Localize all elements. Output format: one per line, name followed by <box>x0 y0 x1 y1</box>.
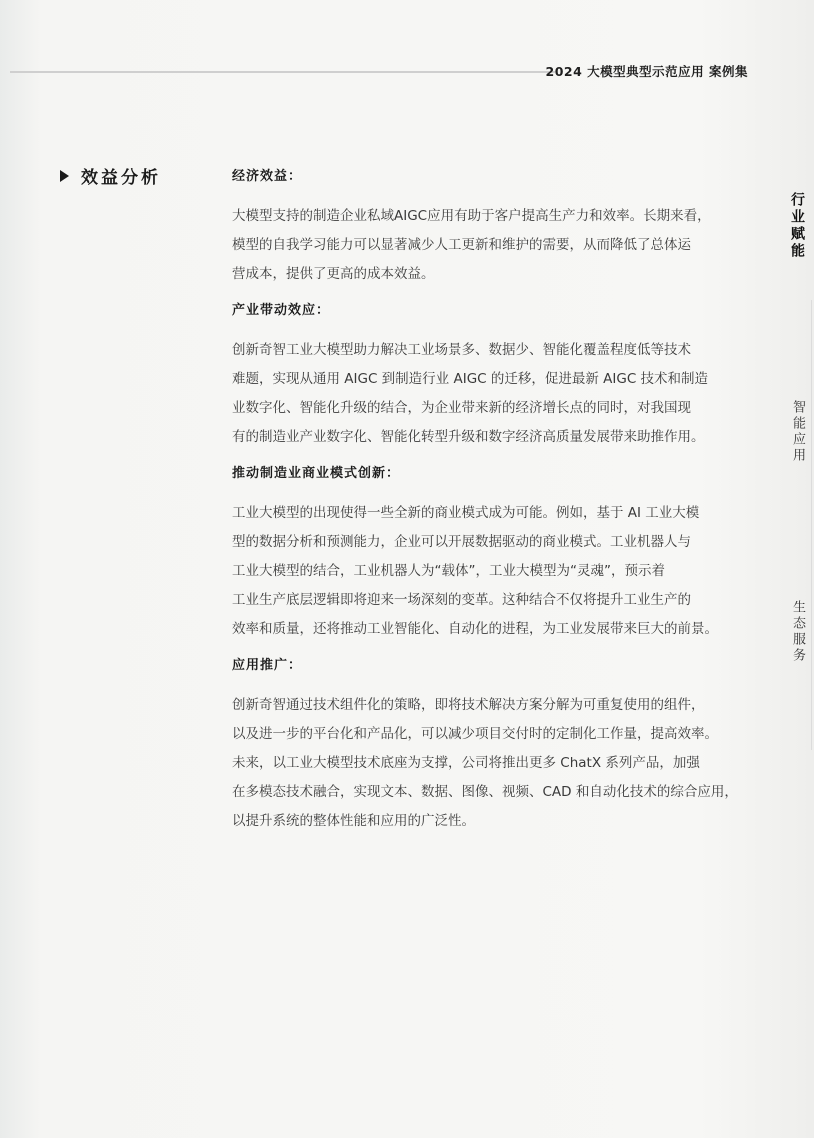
side-tab-ecosystem[interactable]: 生态服务 <box>790 600 805 664</box>
section-heading <box>60 163 161 188</box>
paragraph-line: 在多模态技术融合，实现文本、数据、图像、视频、CAD 和自动化技术的综合应用， <box>232 784 738 800</box>
side-tab-industry[interactable]: 行业赋能 <box>789 192 805 260</box>
paragraph-line: 业数字化、智能化升级的结合，为企业带来新的经济增长点的同时，对我国现 <box>232 400 691 416</box>
side-tab-smart-app[interactable]: 智能应用 <box>790 400 805 464</box>
block-promotion <box>232 654 742 836</box>
paragraph-line: 模型的自我学习能力可以显著减少人工更新和维护的需要，从而降低了总体运 <box>232 237 691 253</box>
paragraph-line: 营成本，提供了更高的成本效益。 <box>232 266 435 282</box>
paragraph-line: 工业生产底层逻辑即将迎来一场深刻的变革。这种结合不仅将提升工业生产的 <box>232 592 691 608</box>
block-heading: 应用推广： <box>232 658 303 673</box>
block-heading: 推动制造业商业模式创新： <box>232 466 401 481</box>
block-economic <box>232 165 742 289</box>
block-industry-effect <box>232 299 742 452</box>
paragraph-line: 效率和质量，还将推动工业智能化、自动化的进程，为工业发展带来巨大的前景。 <box>232 621 718 637</box>
block-heading: 经济效益： <box>232 169 303 184</box>
paragraph-line: 创新奇智工业大模型助力解决工业场景多、数据少、智能化覆盖程度低等技术 <box>232 342 691 358</box>
block-heading: 产业带动效应： <box>232 303 331 318</box>
triangle-bullet-icon <box>60 170 69 182</box>
paragraph-line: 创新奇智通过技术组件化的策略，即将技术解决方案分解为可重复使用的组件， <box>232 697 705 713</box>
paragraph-line: 工业大模型的结合，工业机器人为“载体”，工业大模型为“灵魂”，预示着 <box>232 563 665 579</box>
paragraph-line: 以提升系统的整体性能和应用的广泛性。 <box>232 813 475 829</box>
paragraph-line: 工业大模型的出现使得一些全新的商业模式成为可能。例如，基于 AI 工业大模 <box>232 505 700 521</box>
header-rule <box>10 71 555 73</box>
paragraph-line: 未来，以工业大模型技术底座为支撑，公司将推出更多 ChatX 系列产品，加强 <box>232 755 700 771</box>
paragraph-line: 有的制造业产业数字化、智能化转型升级和数字经济高质量发展带来助推作用。 <box>232 429 705 445</box>
header-title: 2024 大模型典型示范应用 案例集 <box>545 64 748 79</box>
block-business-model <box>232 462 742 644</box>
content-column <box>232 165 742 836</box>
paragraph-line: 型的数据分析和预测能力，企业可以开展数据驱动的商业模式。工业机器人与 <box>232 534 691 550</box>
side-tab-bar <box>783 0 814 1138</box>
paragraph-line: 大模型支持的制造企业私域AIGC应用有助于客户提高生产力和效率。长期来看， <box>232 208 711 224</box>
paragraph-line: 难题，实现从通用 AIGC 到制造行业 AIGC 的迁移，促进最新 AIGC 技术和制造 <box>232 371 709 387</box>
paragraph-line: 以及进一步的平台化和产品化，可以减少项目交付时的定制化工作量，提高效率。 <box>232 726 718 742</box>
section-heading-label: 效益分析 <box>81 168 161 188</box>
